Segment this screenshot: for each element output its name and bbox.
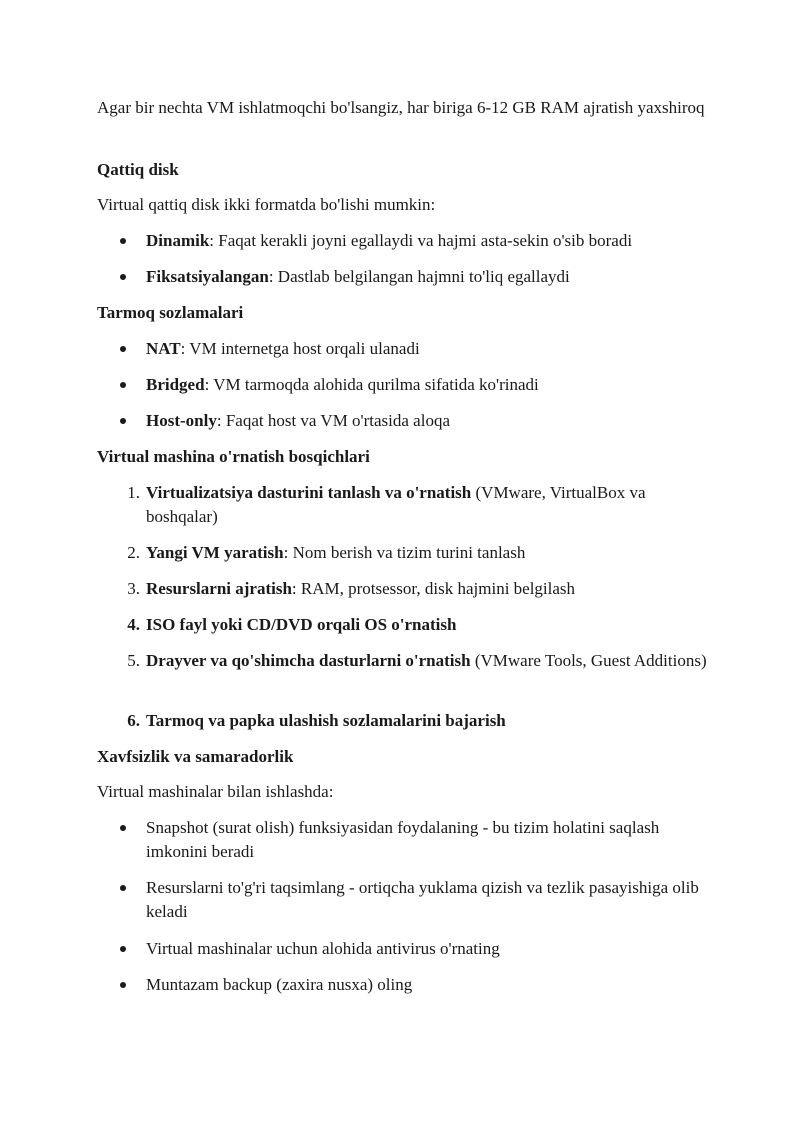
list-item-desc: (VMware Tools, Guest Additions) — [470, 651, 707, 670]
list-item — [127, 709, 716, 733]
section-heading-disk: Qattiq disk — [97, 160, 179, 179]
section-heading-network: Tarmoq sozlamalari — [97, 303, 244, 322]
list-item — [127, 541, 716, 565]
list-number: 1. — [127, 483, 140, 502]
list-item-term: Host-only — [146, 411, 217, 430]
bullet-icon — [120, 982, 126, 988]
list-item-text: Muntazam backup (zaxira nusxa) oling — [146, 975, 413, 994]
list-item-term: Bridged — [146, 375, 205, 394]
security-intro-text: Virtual mashinalar bilan ishlashda: — [97, 782, 334, 801]
list-item-desc: : VM tarmoqda alohida qurilma sifatida ko'rinadi — [204, 375, 539, 394]
list-item — [146, 937, 716, 961]
list-item-desc: (VMware, VirtualBox va boshqalar) — [146, 483, 646, 526]
bullet-icon — [120, 885, 126, 891]
list-number: 4. — [127, 615, 140, 634]
list-item-term: Virtualizatsiya dasturini tanlash va o'rnatish — [146, 483, 472, 502]
bullet-icon — [120, 946, 126, 952]
list-item — [146, 337, 716, 361]
list-number: 5. — [127, 651, 140, 670]
section-heading-security: Xavfsizlik va samaradorlik — [97, 747, 294, 766]
bullet-icon — [120, 825, 126, 831]
disk-intro-text: Virtual qattiq disk ikki formatda bo'lishi mumkin: — [97, 195, 436, 214]
list-item-desc: : VM internetga host orqali ulanadi — [180, 339, 420, 358]
bullet-icon — [120, 346, 126, 352]
list-item-desc: : Dastlab belgilangan hajmni to'liq egallaydi — [268, 267, 570, 286]
list-number: 6. — [127, 711, 140, 730]
list-item-term: Drayver va qo'shimcha dasturlarni o'rnatish — [146, 651, 471, 670]
list-item-text: Resurslarni to'g'ri taqsimlang - ortiqcha yuklama qizish va tezlik pasayishiga olib keladi — [146, 878, 699, 921]
intro-paragraph: Agar bir nechta VM ishlatmoqchi bo'lsangiz, har biriga 6-12 GB RAM ajratish yaxshiroq — [97, 98, 705, 117]
list-item-term: Fiksatsiyalangan — [146, 267, 269, 286]
list-item — [146, 409, 716, 433]
list-item — [146, 816, 716, 864]
list-item-term: Tarmoq va papka ulashish sozlamalarini bajarish — [146, 711, 506, 730]
list-item-desc: : Nom berish va tizim turini tanlash — [283, 543, 526, 562]
list-item — [146, 373, 716, 397]
list-item — [127, 649, 716, 673]
list-item-desc: : Faqat kerakli joyni egallaydi va hajmi asta-sekin o'sib boradi — [209, 231, 633, 250]
list-item — [146, 876, 716, 924]
list-item-term: Yangi VM yaratish — [146, 543, 284, 562]
list-number: 2. — [127, 543, 140, 562]
list-item-term: NAT — [146, 339, 181, 358]
list-item — [127, 481, 716, 529]
list-item — [146, 973, 716, 997]
bullet-icon — [120, 418, 126, 424]
list-item-text: Snapshot (surat olish) funksiyasidan foydalaning - bu tizim holatini saqlash imkonini beradi — [146, 818, 660, 861]
list-number: 3. — [127, 579, 140, 598]
list-item-term: Resurslarni ajratish — [146, 579, 292, 598]
bullet-icon — [120, 238, 126, 244]
section-heading-install: Virtual mashina o'rnatish bosqichlari — [97, 447, 370, 466]
list-item-term: ISO fayl yoki CD/DVD orqali OS o'rnatish — [146, 615, 457, 634]
list-item-desc: : RAM, protsessor, disk hajmini belgilash — [291, 579, 576, 598]
bullet-icon — [120, 382, 126, 388]
list-item-desc: : Faqat host va VM o'rtasida aloqa — [216, 411, 450, 430]
bullet-icon — [120, 274, 126, 280]
list-item — [127, 613, 716, 637]
list-item-text: Virtual mashinalar uchun alohida antivirus o'rnating — [146, 939, 500, 958]
list-item — [146, 229, 716, 253]
list-item — [146, 265, 716, 289]
list-item — [127, 577, 716, 601]
list-item-term: Dinamik — [146, 231, 210, 250]
